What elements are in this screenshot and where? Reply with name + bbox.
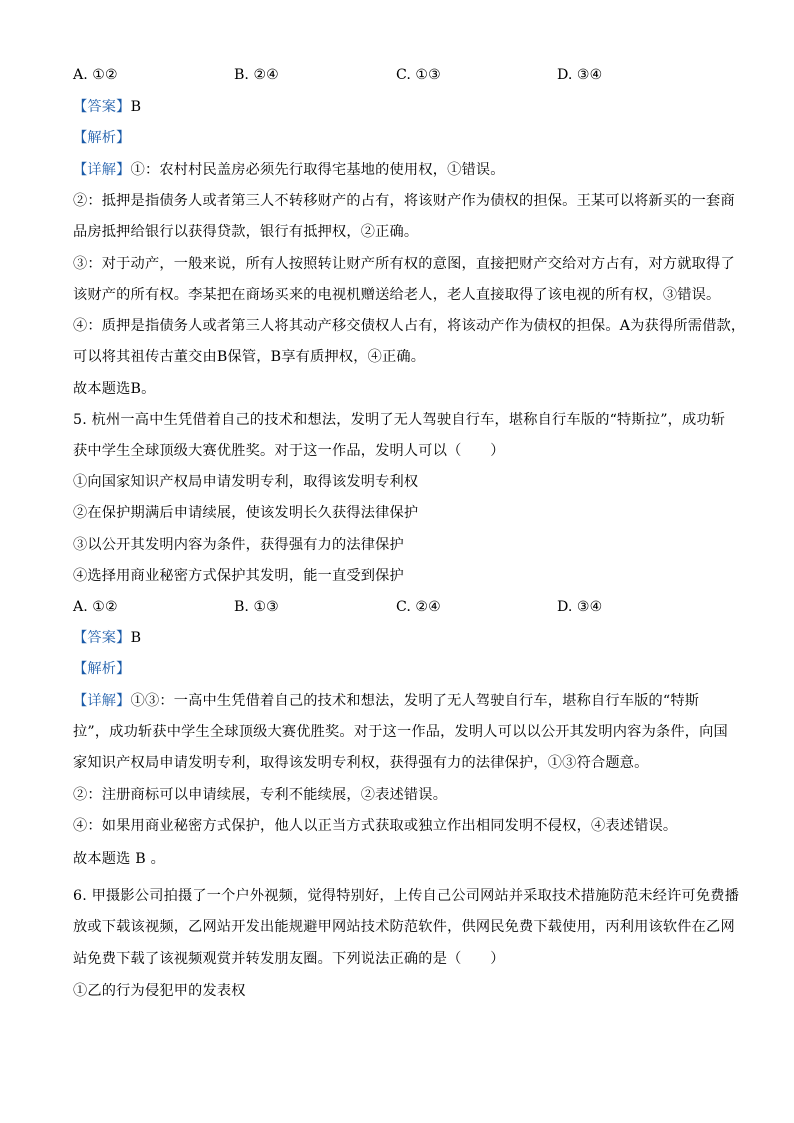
- statement: ②在保护期满后申请续展，使该发明长久获得法律保护: [73, 505, 419, 521]
- detail-line: 品房抵押给银行以获得贷款，银行有抵押权，②正确。: [73, 224, 419, 240]
- option-c: C. ①③: [396, 67, 441, 83]
- analysis-tag: 【解析】: [73, 130, 131, 146]
- statement: ④选择用商业秘密方式保护其发明，能一直受到保护: [73, 568, 404, 584]
- answer-line: [73, 97, 141, 117]
- answer-value: B: [130, 630, 142, 646]
- detail-line: ②：注册商标可以申请续展，专利不能续展，②表述错误。: [73, 787, 448, 803]
- detail-line: [73, 691, 699, 711]
- option-d: D. ③④: [557, 67, 603, 83]
- option-c: C. ②④: [396, 599, 441, 615]
- answer-tag: 【答案】: [73, 630, 131, 646]
- detail-line: 可以将其祖传古董交由B保管，B享有质押权，④正确。: [73, 349, 426, 365]
- detail-line: 该财产的所有权。李某把在商场买来的电视机赠送给老人，老人直接取得了该电视的所有权，③错误。: [73, 287, 721, 303]
- detail-line: ③：对于动产，一般来说，所有人按照转让财产所有权的意图，直接把财产交给对方占有，对方就取得了: [73, 256, 735, 272]
- question-stem: 放或下载该视频，乙网站开发出能规避甲网站技术防范软件，供网民免费下载使用，丙利用该软件在乙网: [73, 919, 735, 935]
- statement: ①乙的行为侵犯甲的发表权: [73, 983, 246, 999]
- option-a: A. ①②: [73, 67, 118, 83]
- statement: ③以公开其发明内容为条件，获得强有力的法律保护: [73, 537, 404, 553]
- statement: ①向国家知识产权局申请发明专利，取得该发明专利权: [73, 474, 419, 490]
- question-stem: 站免费下载了该视频观赏并转发朋友圈。下列说法正确的是（ ）: [73, 951, 505, 967]
- answer-tag: 【答案】: [73, 99, 131, 115]
- detail-line: 家知识产权局申请发明专利，取得该发明专利权，获得强有力的法律保护，①③符合题意。: [73, 755, 649, 771]
- detail-tag: 【详解】: [73, 162, 131, 178]
- detail-text: ①③：一高中生凭借着自己的技术和想法，发明了无人驾驶自行车，堪称自行车版的“特斯: [130, 693, 700, 709]
- option-b: B. ①③: [234, 599, 279, 615]
- detail-line: ④：质押是指债务人或者第三人将其动产移交债权人占有，将该动产作为债权的担保。A为获得所需借款，: [73, 318, 746, 334]
- question-stem: 获中学生全球顶级大赛优胜奖。对于这一作品，发明人可以（ ）: [73, 443, 505, 459]
- conclusion-line: 故本题选B。: [73, 381, 156, 397]
- detail-text: ①：农村村民盖房必须先行取得宅基地的使用权，①错误。: [130, 162, 505, 178]
- detail-line: [73, 160, 505, 180]
- answer-value: B: [130, 99, 142, 115]
- detail-tag: 【详解】: [73, 693, 131, 709]
- option-a: A. ①②: [73, 599, 118, 615]
- question-stem: 6. 甲摄影公司拍摄了一个户外视频，觉得特别好，上传自己公司网站并采取技术措施防范未经许可免费播: [73, 888, 740, 904]
- option-d: D. ③④: [557, 599, 603, 615]
- option-b: B. ②④: [234, 67, 279, 83]
- detail-line: ④：如果用商业秘密方式保护，他人以正当方式获取或独立作出相同发明不侵权，④表述错误。: [73, 818, 678, 834]
- analysis-tag: 【解析】: [73, 661, 131, 677]
- detail-line: ②：抵押是指债务人或者第三人不转移财产的占有，将该财产作为债权的担保。王某可以将新买的一套商: [73, 193, 735, 209]
- detail-line: 拉”，成功斩获中学生全球顶级大赛优胜奖。对于这一作品，发明人可以以公开其发明内容为条件，向国: [73, 724, 728, 740]
- answer-line: [73, 628, 141, 648]
- question-stem: 5. 杭州一高中生凭借着自己的技术和想法，发明了无人驾驶自行车，堪称自行车版的“特斯拉”，成功斩: [73, 412, 726, 428]
- conclusion-line: 故本题选 B 。: [73, 851, 165, 867]
